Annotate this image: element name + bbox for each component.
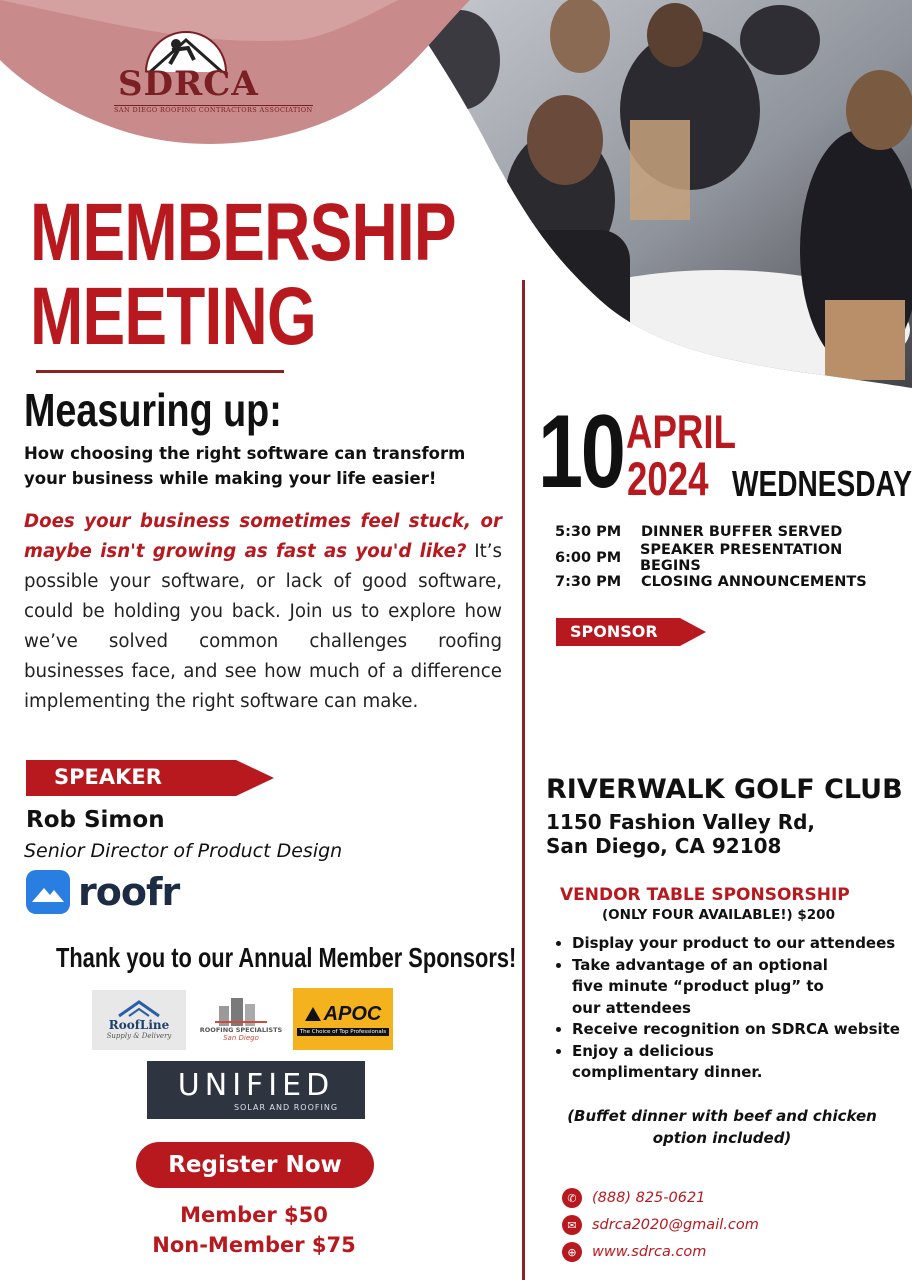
website-link[interactable]: www.sdrca.com (592, 1244, 707, 1260)
phone-icon: ✆ (562, 1188, 582, 1208)
unified-sub: SOLAR AND ROOFING (233, 1103, 339, 1112)
venue-address-2: San Diego, CA 92108 (546, 834, 782, 858)
vendor-benefit: • Take advantage of an optional five minute “product plug” to our attendees (572, 955, 842, 1020)
vendor-title: VENDOR TABLE SPONSORSHIP (560, 885, 850, 905)
logo (108, 14, 313, 114)
headline-line-1: MEMBERSHIP (30, 187, 456, 278)
roofing-specialists-name: ROOFING SPECIALISTS (199, 1026, 283, 1034)
vendor-benefits (552, 933, 912, 1084)
sponsor-logo-apoc (293, 988, 393, 1050)
schedule-event: CLOSING ANNOUNCEMENTS (641, 574, 867, 590)
contact-phone (562, 1188, 705, 1208)
schedule-event: DINNER BUFFER SERVED (641, 524, 843, 540)
vendor-benefit: • Enjoy a delicious complimentary dinner. (572, 1041, 842, 1084)
date-day: 10 (538, 394, 624, 510)
email-icon: ✉ (562, 1215, 582, 1235)
contact-email (562, 1215, 759, 1235)
sponsor-logo-roofing-specialists (198, 988, 284, 1050)
intro-body: It’s possible your software, or lack of good software, could be holding you back. Join us to explore how we’ve solved common challenges roofing businesses face, and see how much of a difference implementing the right software can make. (24, 541, 502, 712)
speaker-ribbon (26, 760, 274, 796)
roofing-specialists-sub: San Diego (223, 1034, 259, 1042)
vendor-subtitle: (ONLY FOUR AVAILABLE!) $200 (602, 907, 835, 923)
sponsors-thanks: Thank you to our Annual Member Sponsors! (56, 942, 517, 973)
vendor-note: (Buffet dinner with beef and chicken option included) (567, 1107, 877, 1147)
roofr-logo (26, 868, 206, 916)
vendor-benefit: • Display your product to our attendees (572, 933, 912, 955)
buildings-icon (211, 996, 271, 1026)
venue-address-1: 1150 Fashion Valley Rd, (546, 810, 816, 834)
roofline-sub: Supply & Delivery (106, 1032, 172, 1040)
sponsor-ribbon (556, 618, 706, 646)
topic-subtitle: How choosing the right software can transform your business while making your life easier! (24, 444, 466, 488)
globe-icon: ⊕ (562, 1242, 582, 1262)
register-now-button[interactable]: Register Now (136, 1142, 374, 1188)
sponsor-label: SPONSOR (570, 622, 658, 641)
intro-paragraph (24, 507, 502, 717)
speaker-name: Rob Simon (26, 807, 165, 833)
date-weekday: WEDNESDAY (732, 463, 912, 504)
date-month: APRIL (626, 405, 736, 458)
intro-highlight: Does your business sometimes feel stuck, or maybe isn't growing as fast as you'd like? (24, 511, 502, 562)
logo-tagline: SAN DIEGO ROOFING CONTRACTORS ASSOCIATION (114, 106, 313, 114)
speaker-role: Senior Director of Product Design (24, 840, 343, 862)
sponsor-logo-unified (147, 1061, 365, 1119)
venue-name: RIVERWALK GOLF CLUB (546, 774, 903, 805)
house-icon (114, 1000, 164, 1018)
roofr-icon (26, 870, 70, 914)
schedule-row (555, 542, 905, 574)
schedule-event: SPEAKER PRESENTATION BEGINS (639, 542, 843, 574)
apoc-triangle-icon (305, 1007, 321, 1021)
phone-text[interactable]: (888) 825-0621 (592, 1190, 706, 1206)
date-year: 2024 (627, 452, 709, 505)
member-price: Member $50 (180, 1203, 328, 1227)
sponsor-logo-roofline (92, 990, 186, 1050)
vendor-benefit: • Receive recognition on SDRCA website (572, 1019, 912, 1041)
schedule-row (555, 520, 905, 544)
topic-title: Measuring up: (24, 384, 282, 436)
schedule-row (555, 570, 905, 594)
nonmember-price: Non-Member $75 (152, 1233, 356, 1257)
schedule-time: 6:00 PM (555, 550, 622, 566)
roofline-name: RoofLine (108, 1018, 170, 1032)
contact-website (562, 1242, 706, 1262)
audience-photo (380, 0, 912, 400)
apoc-sub: The Choice of Top Professionals (297, 1028, 389, 1036)
speaker-label: SPEAKER (54, 765, 162, 789)
headline-line-2: MEETING (30, 271, 316, 362)
roofr-wordmark: roofr (78, 870, 180, 914)
apoc-name: APOC (323, 1002, 382, 1025)
schedule-time: 5:30 PM (555, 524, 622, 540)
email-link[interactable]: sdrca2020@gmail.com (592, 1217, 759, 1233)
logo-name: SDRCA (118, 64, 259, 104)
schedule-time: 7:30 PM (555, 574, 622, 590)
schedule (555, 520, 905, 594)
unified-name: UNIFIED (177, 1068, 335, 1103)
